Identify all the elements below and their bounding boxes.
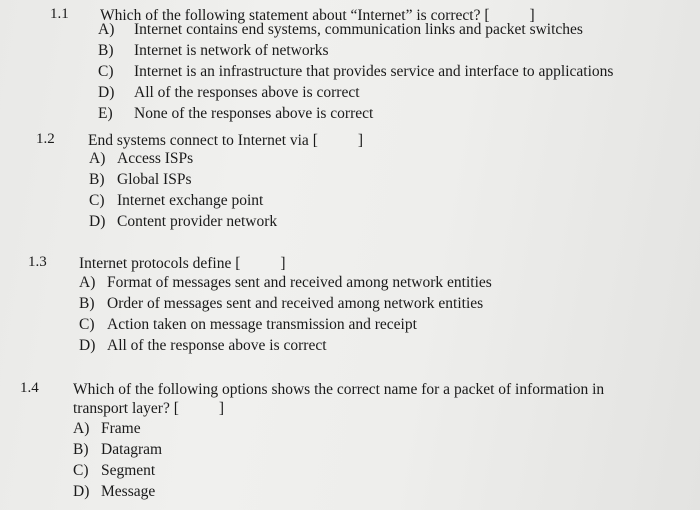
option-letter: E) bbox=[98, 105, 113, 122]
option-d bbox=[89, 211, 277, 232]
option-letter: A) bbox=[73, 420, 90, 437]
option-text: Internet is an infrastructure that provides service and interface to applications bbox=[134, 63, 614, 80]
option-text: Message bbox=[101, 483, 156, 500]
option-d bbox=[73, 481, 162, 502]
option-text: Datagram bbox=[101, 441, 163, 458]
option-text: None of the responses above is correct bbox=[134, 105, 374, 122]
option-c bbox=[98, 61, 613, 82]
option-text: Order of messages sent and received among network entities bbox=[107, 295, 484, 312]
option-a bbox=[89, 148, 277, 169]
option-a bbox=[79, 272, 492, 293]
option-letter: B) bbox=[89, 171, 105, 188]
answer-bracket-close: ] bbox=[529, 7, 535, 24]
answer-bracket-close: ] bbox=[218, 400, 225, 417]
option-letter: D) bbox=[89, 213, 106, 230]
option-letter: B) bbox=[79, 295, 95, 312]
answer-bracket-close: ] bbox=[280, 255, 286, 272]
option-a bbox=[98, 19, 613, 40]
option-letter: B) bbox=[98, 42, 114, 59]
question-text: Which of the following options shows the correct name for a packet of information in bbox=[73, 381, 605, 398]
option-text: Content provider network bbox=[117, 213, 278, 230]
question-number: 1.1 bbox=[50, 6, 69, 22]
option-text: All of the responses above is correct bbox=[134, 84, 360, 101]
option-text: Format of messages sent and received among network entities bbox=[107, 274, 492, 291]
option-text: Frame bbox=[101, 420, 141, 437]
question-number: 1.4 bbox=[20, 380, 39, 396]
question-stem-line-2 bbox=[73, 399, 224, 418]
option-letter: C) bbox=[73, 462, 89, 479]
option-text: Segment bbox=[101, 462, 156, 479]
option-letter: C) bbox=[79, 316, 95, 333]
option-letter: B) bbox=[73, 441, 89, 458]
question-number: 1.3 bbox=[28, 254, 47, 270]
option-text: Access ISPs bbox=[117, 150, 194, 167]
answer-bracket-close: ] bbox=[357, 132, 364, 149]
question-text: Internet protocols define [ bbox=[79, 255, 241, 272]
option-letter: A) bbox=[89, 150, 106, 167]
option-b bbox=[73, 439, 162, 460]
option-text: Internet is network of networks bbox=[134, 42, 329, 59]
option-letter: D) bbox=[98, 84, 115, 101]
option-b bbox=[79, 293, 492, 314]
option-letter: D) bbox=[73, 483, 90, 500]
option-d bbox=[98, 82, 613, 103]
options-list bbox=[79, 272, 492, 356]
option-b bbox=[98, 40, 613, 61]
option-letter: C) bbox=[98, 63, 114, 80]
options-list bbox=[73, 418, 162, 502]
options-list bbox=[98, 19, 613, 124]
option-letter: D) bbox=[79, 337, 96, 354]
question-stem bbox=[79, 254, 286, 273]
question-text: End systems connect to Internet via [ bbox=[88, 132, 318, 149]
option-text: All of the response above is correct bbox=[107, 337, 327, 354]
option-e bbox=[98, 103, 613, 124]
question-number: 1.2 bbox=[36, 131, 55, 147]
question-text: transport layer? [ bbox=[73, 400, 179, 417]
option-text: Action taken on message transmission and receipt bbox=[107, 316, 417, 333]
option-d bbox=[79, 335, 492, 356]
option-letter: A) bbox=[79, 274, 96, 291]
option-c bbox=[79, 314, 492, 335]
question-text: Which of the following statement about “Internet” is correct? [ bbox=[100, 7, 490, 24]
option-text: Internet contains end systems, communication links and packet switches bbox=[134, 21, 583, 38]
option-b bbox=[89, 169, 277, 190]
option-c bbox=[89, 190, 277, 211]
option-a bbox=[73, 418, 162, 439]
option-letter: C) bbox=[89, 192, 105, 209]
question-stem-line-1 bbox=[73, 380, 604, 399]
option-text: Global ISPs bbox=[117, 171, 192, 188]
option-text: Internet exchange point bbox=[117, 192, 264, 209]
option-c bbox=[73, 460, 162, 481]
options-list bbox=[89, 148, 277, 232]
option-letter: A) bbox=[98, 21, 115, 38]
